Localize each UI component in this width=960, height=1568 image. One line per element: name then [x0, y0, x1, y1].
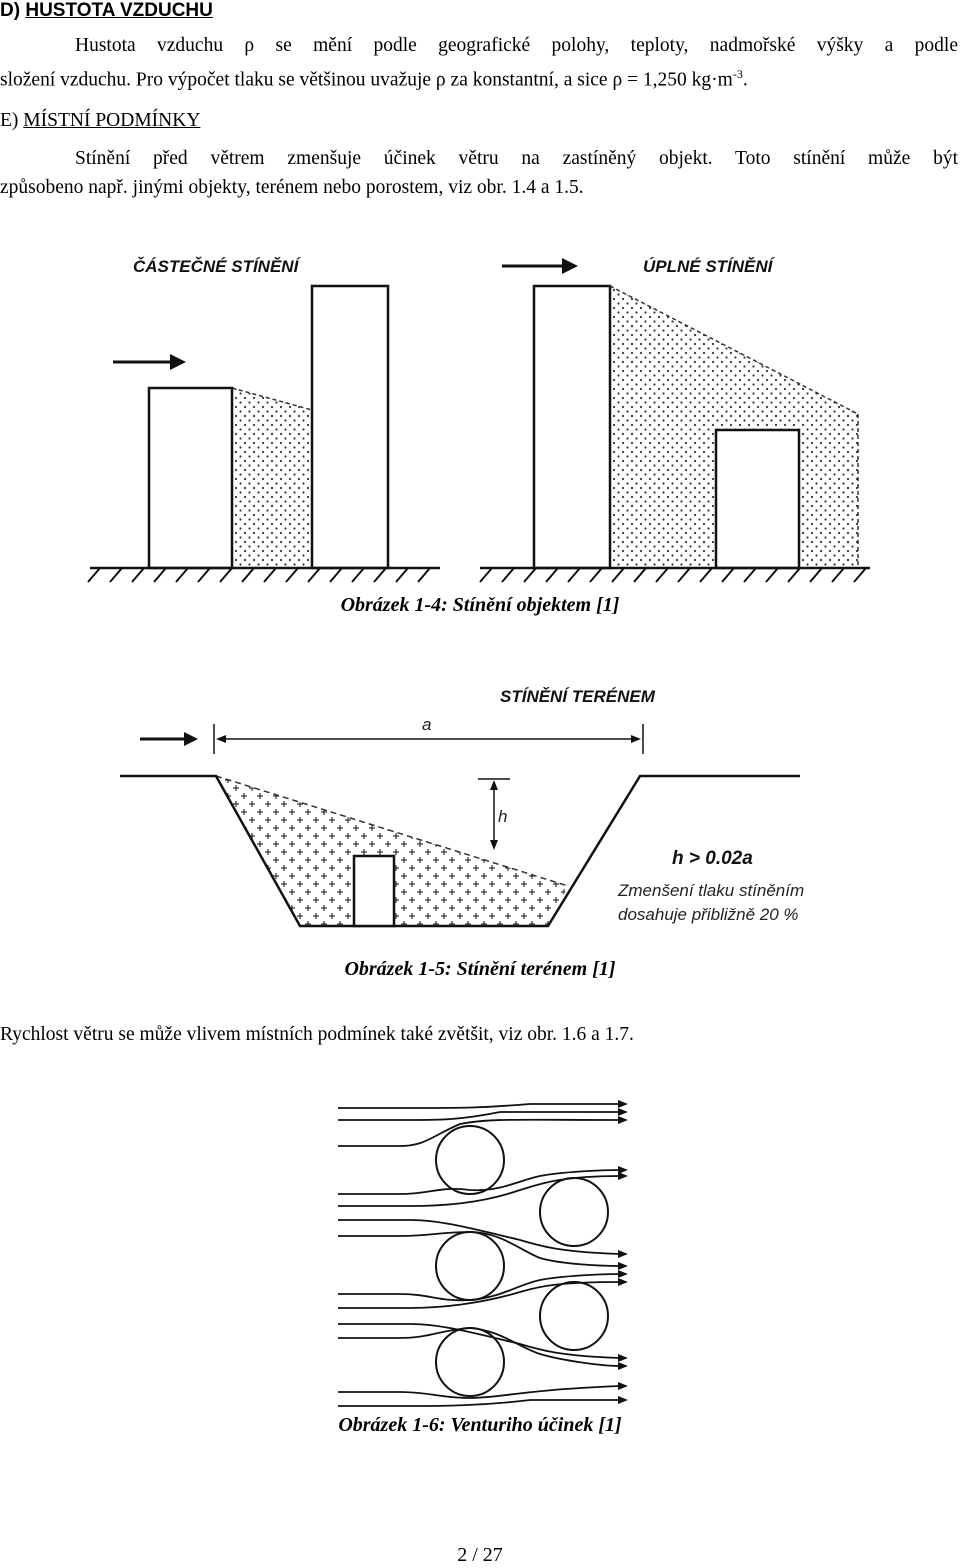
page-number: 2 / 27 [457, 1544, 503, 1566]
dimension-a-label: a [422, 715, 432, 734]
section-d-line1: Hustota vzduchu ρ se mění podle geografické polohy, teploty, nadmořské výšky a podle [75, 35, 958, 56]
section-e-title: MÍSTNÍ PODMÍNKY [23, 110, 201, 131]
cylinder-1 [436, 1126, 504, 1194]
wind-arrow-left [113, 354, 186, 370]
section-d-line2: složení vzduchu. Pro výpočet tlaku se většinou uvažuje ρ za konstantní, a sice ρ = 1,250 kg·m [0, 69, 733, 91]
terrain-condition: h > 0.02a [672, 848, 753, 869]
figure-shielding-by-terrain [0, 680, 960, 980]
partial-shielding-label: ČÁSTEČNÉ STÍNĚNÍ [133, 257, 299, 276]
figure-1-4-caption: Obrázek 1-4: Stínění objektem [1] [340, 594, 620, 616]
tall-building-left [312, 286, 388, 568]
section-d-line2-end: . [742, 69, 748, 91]
venturi-streamlines [338, 1104, 620, 1406]
terrain-note-line2: dosahuje přibližně 20 % [618, 905, 799, 924]
full-shielding-label: ÚPLNÉ STÍNĚNÍ [643, 257, 773, 276]
terrain-shielding-title: STÍNĚNÍ TERÉNEM [500, 687, 655, 706]
ground-left [88, 568, 440, 582]
section-e-line1: Stínění před větrem zmenšuje účinek větru na zastíněný objekt. Toto stínění může být [75, 148, 958, 169]
wind-speed-paragraph: Rychlost větru se může vlivem místních podmínek také zvětšit, viz obr. 1.6 a 1.7. [0, 1024, 634, 1045]
tall-building-right [534, 286, 610, 568]
wind-arrow-terrain [140, 732, 198, 746]
section-e-line2: způsobeno např. jinými objekty, terénem nebo porostem, viz obr. 1.4 a 1.5. [0, 177, 584, 198]
figure-shielding-by-object [0, 0, 960, 600]
section-d-exponent: -3 [732, 67, 743, 81]
ground-right [480, 568, 870, 582]
cylinder-4 [540, 1282, 608, 1350]
partial-shadow-zone [232, 388, 312, 568]
section-e-label: E) [0, 110, 19, 131]
cylinder-2 [540, 1178, 608, 1246]
terrain-note-line1: Zmenšení tlaku stíněním [618, 881, 805, 900]
figure-1-5-caption: Obrázek 1-5: Stínění terénem [1] [344, 958, 616, 980]
shielded-building [354, 856, 394, 926]
section-d-title: HUSTOTA VZDUCHU [25, 0, 213, 21]
figure-venturi-effect [0, 1080, 960, 1420]
section-d-label: D) [0, 0, 21, 21]
cylinder-3 [436, 1232, 504, 1300]
wind-arrow-right [502, 258, 578, 274]
low-building-right [716, 430, 799, 568]
low-building-left [149, 388, 232, 568]
dimension-h-label: h [498, 807, 508, 826]
figure-1-6-caption: Obrázek 1-6: Venturiho účinek [1] [338, 1414, 622, 1436]
venturi-arrowheads [618, 1100, 628, 1404]
